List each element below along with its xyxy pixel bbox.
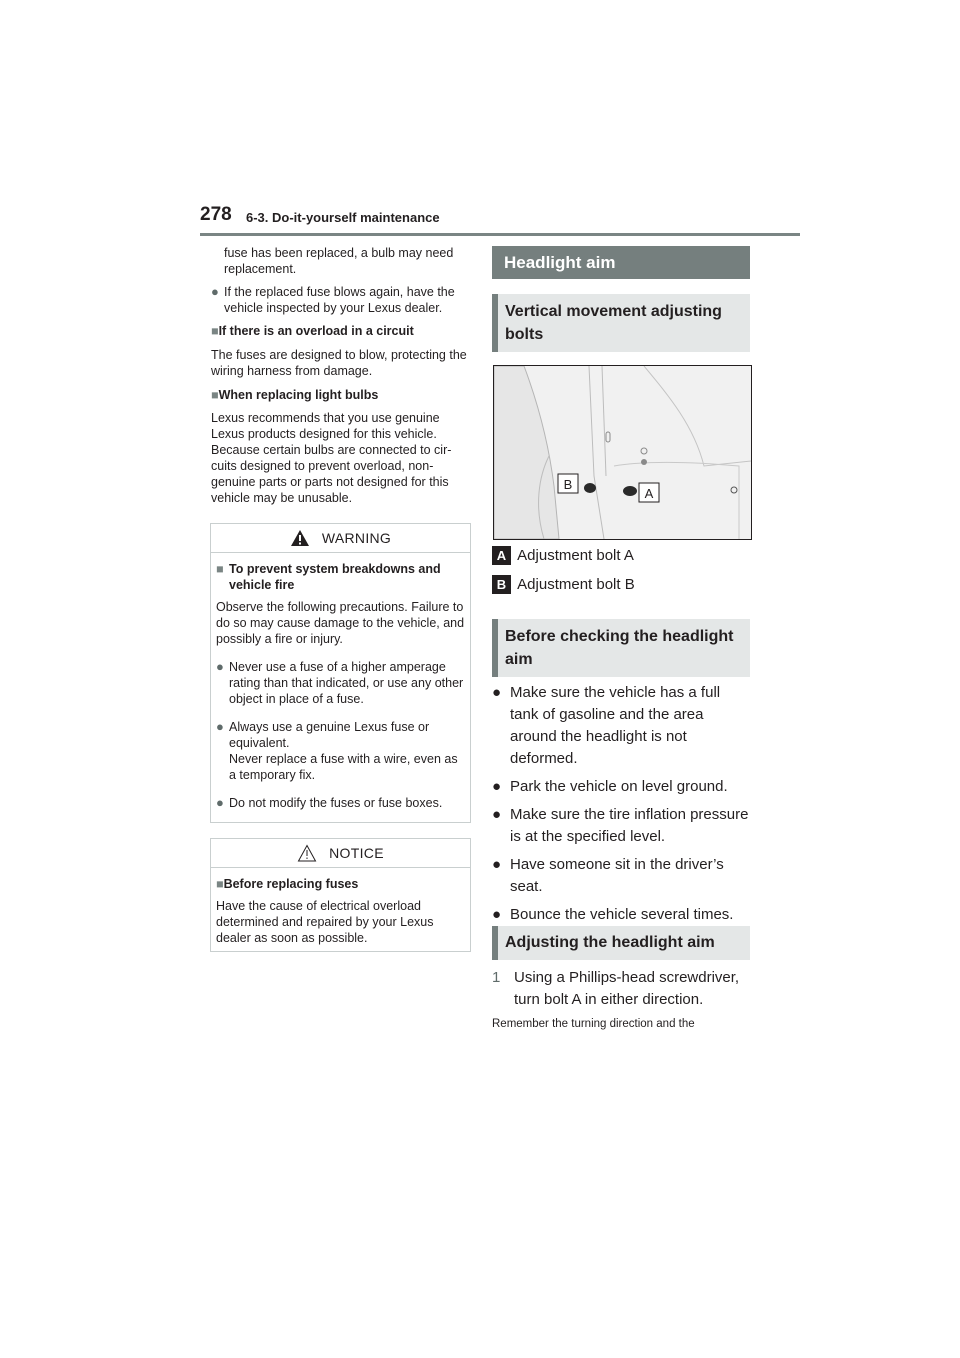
left-paragraph-bulbs: Lexus recommends that you use genuine Lexus products designed for this vehicle. Because certain bulbs are connected to cir-cuits designed to prevent overload, non-genuine parts or parts not designed for this vehicle may be unusable. <box>211 411 452 505</box>
checks-list <box>492 682 750 926</box>
warning-box <box>210 523 471 823</box>
warning-title: WARNING <box>321 530 392 546</box>
figure-label-a: A <box>644 486 654 501</box>
headlight-figure <box>493 365 752 540</box>
bullet-icon: ● <box>492 778 502 795</box>
before-checking-title: Before checking the headlight aim <box>492 619 750 677</box>
notice-text: Have the cause of electrical overload determined and repaired by your Lexus dealer as soon as possible. <box>216 899 434 945</box>
continued-note: Remember the turning direction and the <box>492 1018 695 1030</box>
notice-heading: ■Before replacing fuses <box>216 877 359 891</box>
check-item: ● Bounce the vehicle several times. <box>492 904 750 926</box>
bullet-icon: ● <box>492 684 502 701</box>
bullet-icon: ● <box>216 659 224 674</box>
step-1: 1 Using a Phillips-head screwdriver, turn bolt A in either direction. <box>492 967 750 1011</box>
adjusting-title: Adjusting the headlight aim <box>492 926 750 960</box>
badge-b: B <box>492 575 511 594</box>
bullet-icon: ● <box>492 806 502 823</box>
left-paragraph-overload: The fuses are designed to blow, protecting the wiring harness from damage. <box>211 348 467 378</box>
left-heading-bulbs: ■When replacing light bulbs <box>211 388 379 402</box>
bullet-icon: ● <box>216 719 224 734</box>
bullet-icon: ● <box>492 906 502 923</box>
check-item: ● Make sure the vehicle has a full tank of gasoline and the area around the headlight is not deformed. <box>492 682 750 770</box>
check-item: ● Have someone sit in the driver’s seat. <box>492 854 750 898</box>
bullet-icon: ● <box>216 795 224 810</box>
bullet-icon: ● <box>211 284 219 299</box>
warning-icon <box>290 529 310 547</box>
warning-header <box>211 524 470 553</box>
headlight-aim-title: Headlight aim <box>492 246 750 279</box>
notice-header <box>211 839 470 868</box>
warning-item: ● Never use a fuse of a higher amperage rating than that indicated, or use any other object in place of a fuse. <box>216 659 464 706</box>
left-bullet-item: ● If the replaced fuse blows again, have the vehicle inspected by your Lexus dealer. <box>211 284 455 315</box>
figure-label-b: B <box>563 477 573 492</box>
notice-box <box>210 838 471 952</box>
legend-item-a: A Adjustment bolt A <box>492 545 750 567</box>
square-icon: ■ <box>216 562 224 576</box>
warning-body <box>211 553 470 819</box>
header-rule <box>200 233 800 236</box>
left-paragraph-1: fuse has been replaced, a bulb may need replacement. <box>224 246 454 276</box>
square-icon: ■ <box>211 324 219 338</box>
step-number: 1 <box>492 969 501 986</box>
warning-intro: Observe the following precautions. Failure to do so may cause damage to the vehicle, and possibly a fire or injury. <box>216 600 465 646</box>
page-number: 278 <box>200 204 232 225</box>
warning-heading: ■ To prevent system breakdowns and vehicle fire <box>216 562 441 592</box>
check-item: ● Park the vehicle on level ground. <box>492 776 750 798</box>
notice-body <box>211 868 470 954</box>
legend-item-b: B Adjustment bolt B <box>492 574 750 596</box>
bullet-icon: ● <box>492 856 502 873</box>
square-icon: ■ <box>211 388 219 402</box>
caution-icon <box>297 844 317 862</box>
vertical-bolts-title: Vertical movement adjusting bolts <box>492 294 750 352</box>
notice-title: NOTICE <box>329 845 384 861</box>
square-icon: ■ <box>216 877 224 891</box>
left-heading-overload: ■If there is an overload in a circuit <box>211 324 414 338</box>
section-title: 6-3. Do-it-yourself maintenance <box>246 210 440 225</box>
warning-item: ● Always use a genuine Lexus fuse or equivalent. Never replace a fuse with a wire, even as a temporary fix. <box>216 719 458 782</box>
headlight-illustration <box>494 366 751 539</box>
warning-item: ● Do not modify the fuses or fuse boxes. <box>216 795 443 810</box>
badge-a: A <box>492 546 511 565</box>
check-item: ● Make sure the tire inflation pressure is at the specified level. <box>492 804 750 848</box>
